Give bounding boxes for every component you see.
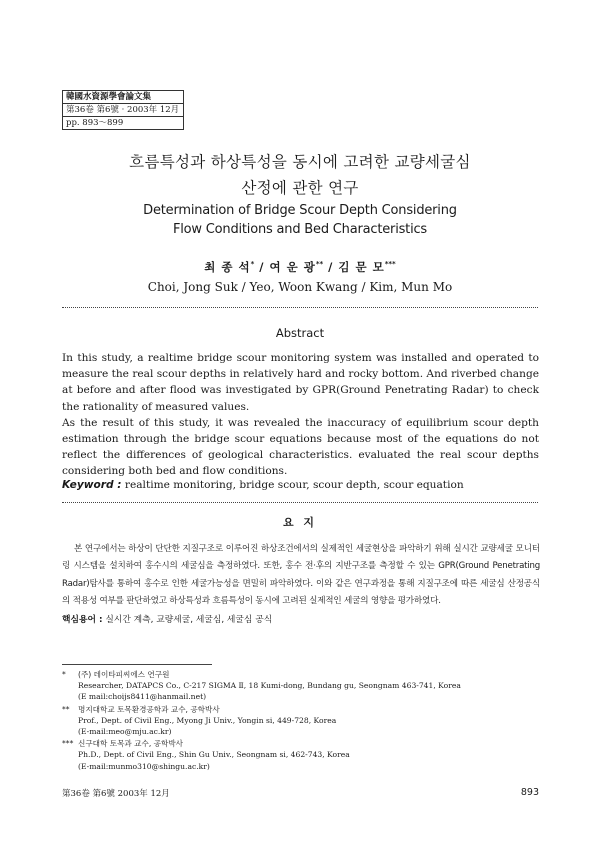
footnote-mark: ** bbox=[62, 704, 70, 714]
footnote-mark: *** bbox=[62, 739, 74, 749]
abstract-paragraph-1: In this study, a realtime bridge scour monitoring system was installed and operated to measure the real scour depths in relatively hard and rocky bottom. And riverbed change at before and after flood was investigated by GPR(Ground Penetrating Radar) to check the rationality of measured values. bbox=[62, 352, 539, 413]
divider-dotted bbox=[62, 502, 538, 503]
journal-pages: pp. 893～899 bbox=[66, 118, 124, 128]
journal-name: 韓國水資源學會論文集 bbox=[63, 91, 183, 104]
keyword-list: realtime monitoring, bridge scour, scour depth, scour equation bbox=[124, 479, 464, 491]
author-2-mark: ** bbox=[315, 260, 324, 269]
footnote-affiliation-english: Prof., Dept. of Civil Eng., Myong Ji Univ., Yongin si, 449-728, Korea bbox=[78, 715, 337, 725]
author-separator: / bbox=[254, 260, 270, 274]
abstract-paragraph-2: As the result of this study, it was revealed the inaccuracy of equilibrium scour depth estimation through the bridge scour equations because most of the equations do not reflect the differences of geological characteristics. evaluated the real scour depths considering both bed and flow conditions. bbox=[62, 416, 539, 478]
abstract-body bbox=[62, 350, 539, 480]
journal-info-box bbox=[62, 90, 184, 130]
summary-heading: 요 지 bbox=[282, 516, 318, 529]
journal-volume: 第36卷 第6號 · 2003年 12月 bbox=[63, 104, 183, 117]
title-english-line-1: Determination of Bridge Scour Depth Considering bbox=[143, 203, 457, 218]
summary-keyword-list: 실시간 계측, 교량세굴, 세굴심, 세굴심 공식 bbox=[105, 615, 273, 625]
footnote-affiliation-english: Ph.D., Dept. of Civil Eng., Shin Gu Univ., Seongnam si, 462-743, Korea bbox=[78, 750, 350, 760]
summary-keyword-label: 핵심용어 : bbox=[62, 615, 103, 625]
footer-journal-issue: 第36卷 第6號 2003年 12月 bbox=[62, 789, 170, 799]
footnote-author-1 bbox=[62, 669, 542, 703]
authors-korean bbox=[0, 259, 600, 275]
footnote-rule bbox=[62, 664, 212, 665]
author-separator: / bbox=[323, 260, 339, 274]
footnote-affiliation-korean: 신구대학 토목과 교수, 공학박사 bbox=[78, 739, 184, 749]
footnote-affiliation-korean: 명지대학교 토목환경공학과 교수, 공학박사 bbox=[78, 704, 220, 714]
footnote-mark: * bbox=[62, 670, 66, 679]
author-2-name: 여 운 광 bbox=[269, 260, 316, 274]
footnote-email: (E-mail:meo@mju.ac.kr) bbox=[78, 727, 172, 737]
abstract-keywords bbox=[62, 478, 539, 493]
authors-english: Choi, Jong Suk / Yeo, Woon Kwang / Kim, Mun Mo bbox=[147, 280, 453, 294]
footnote-affiliation-english: Researcher, DATAPCS Co., C-217 SIGMA Ⅱ, 18 Kumi-dong, Bundang gu, Seongnam 463-741, Korea bbox=[78, 681, 461, 691]
keyword-label: Keyword : bbox=[62, 479, 122, 491]
title-korean-line-2: 산정에 관한 연구 bbox=[241, 179, 359, 197]
title-english-line-2: Flow Conditions and Bed Characteristics bbox=[172, 222, 428, 237]
title-korean-line-1: 흐름특성과 하상특성을 동시에 고려한 교량세굴심 bbox=[129, 153, 471, 171]
footnote-email: (E mail:choijs8411@hanmail.net) bbox=[78, 692, 207, 702]
footnote-email: (E-mail:munmo310@shingu.ac.kr) bbox=[78, 761, 210, 771]
abstract-heading: Abstract bbox=[275, 326, 325, 340]
author-3-mark: *** bbox=[384, 260, 396, 269]
author-3-name: 김 문 모 bbox=[338, 260, 385, 274]
page-footer bbox=[62, 787, 539, 799]
page-number: 893 bbox=[520, 787, 539, 798]
summary-body: 본 연구에서는 하상이 단단한 지질구조로 이루어진 하상조건에서의 실제적인 세굴현상을 파악하기 위해 실시간 교량세굴 모니터링 시스템을 설치하여 홍수시의 세굴심을 측정하였다. 또한, 홍수 전·후의 지반구조를 측정할 수 있는 GPR(Ground Penetrating Radar)탐사를 통하여 홍수로 인한 세굴가능성을 면밀히 파악하였다. 이와 같은 연구과정을 통해 지질구조에 따른 세굴심 산정공식의 적용성 여부를 판단하였고 하상특성과 흐름특성이 동시에 고려된 실제적인 세굴의 영향을 평가하였다. bbox=[62, 544, 540, 606]
summary-keywords bbox=[62, 613, 540, 628]
divider-dotted bbox=[62, 307, 538, 308]
footnotes bbox=[62, 669, 542, 773]
footnote-author-2 bbox=[62, 704, 542, 738]
footnote-author-3 bbox=[62, 738, 542, 772]
author-1-mark: * bbox=[250, 260, 255, 269]
footnote-affiliation-korean: (주) 데이타피씨에스 연구원 bbox=[78, 670, 170, 679]
author-1-name: 최 종 석 bbox=[204, 260, 251, 274]
